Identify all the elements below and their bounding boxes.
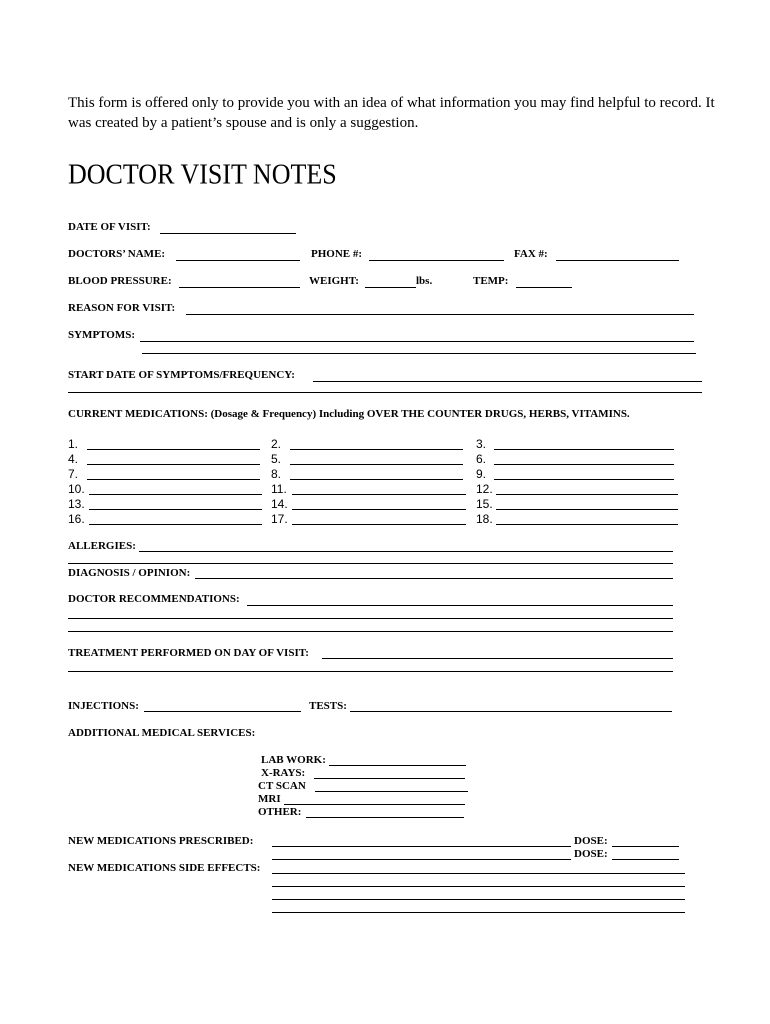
med-number: 6.	[476, 452, 487, 466]
med-field-9[interactable]	[494, 479, 674, 480]
med-field-5[interactable]	[290, 464, 463, 465]
med-field-8[interactable]	[290, 479, 463, 480]
med-number: 14.	[271, 497, 288, 511]
start-date-label: START DATE OF SYMPTOMS/FREQUENCY:	[68, 369, 295, 381]
med-number: 13.	[68, 497, 85, 511]
x-rays-label: X-RAYS:	[261, 767, 306, 779]
med-field-6[interactable]	[494, 464, 674, 465]
dose-field-2[interactable]	[612, 859, 679, 860]
ct-scan-label: CT SCAN	[258, 780, 306, 792]
lab-work-label: LAB WORK:	[261, 754, 326, 766]
allergies-label: ALLERGIES:	[68, 540, 136, 552]
blood-pressure-label: BLOOD PRESSURE:	[68, 275, 172, 287]
phone-label: PHONE #:	[311, 248, 363, 260]
new-medication-field-2[interactable]	[272, 859, 571, 860]
symptoms-field-line-1[interactable]	[140, 341, 694, 342]
med-field-7[interactable]	[87, 479, 260, 480]
temp-label: TEMP:	[473, 275, 509, 287]
start-date-field-line-1[interactable]	[313, 381, 702, 382]
med-field-1[interactable]	[87, 449, 260, 450]
med-number: 12.	[476, 482, 493, 496]
date-of-visit-field[interactable]	[160, 233, 296, 234]
current-medications-label: CURRENT MEDICATIONS: (Dosage & Frequency) Including OVER THE COUNTER DRUGS, HERBS, VITAMINS.	[68, 408, 630, 420]
med-field-16[interactable]	[89, 524, 262, 525]
new-medication-field-1[interactable]	[272, 846, 571, 847]
med-field-15[interactable]	[496, 509, 678, 510]
doctor-recommendations-field-line-2[interactable]	[68, 618, 673, 619]
med-field-17[interactable]	[292, 524, 466, 525]
med-number: 7.	[68, 467, 79, 481]
med-number: 1.	[68, 437, 79, 451]
new-medications-prescribed-label: NEW MEDICATIONS PRESCRIBED:	[68, 835, 254, 847]
med-field-4[interactable]	[87, 464, 260, 465]
tests-field[interactable]	[350, 711, 672, 712]
med-number: 15.	[476, 497, 493, 511]
side-effects-field-line-3[interactable]	[272, 899, 685, 900]
diagnosis-field[interactable]	[195, 578, 673, 579]
weight-label: WEIGHT:	[309, 275, 359, 287]
treatment-performed-field-line-1[interactable]	[322, 658, 673, 659]
diagnosis-label: DIAGNOSIS / OPINION:	[68, 567, 191, 579]
med-field-11[interactable]	[292, 494, 466, 495]
temp-field[interactable]	[516, 287, 572, 288]
med-field-3[interactable]	[494, 449, 674, 450]
med-number: 4.	[68, 452, 79, 466]
reason-for-visit-field[interactable]	[186, 314, 694, 315]
doctors-name-label: DOCTORS’ NAME:	[68, 248, 166, 260]
doctors-name-field[interactable]	[176, 260, 300, 261]
x-rays-field[interactable]	[314, 778, 465, 779]
doctor-recommendations-label: DOCTOR RECOMMENDATIONS:	[68, 593, 240, 605]
med-field-13[interactable]	[89, 509, 262, 510]
injections-field[interactable]	[144, 711, 301, 712]
intro-text: This form is offered only to provide you with an idea of what information you may find helpful to record. It was created by a patient’s spouse and is only a suggestion.	[68, 95, 715, 131]
start-date-field-line-2[interactable]	[68, 392, 702, 393]
side-effects-field-line-2[interactable]	[272, 886, 685, 887]
med-field-12[interactable]	[496, 494, 678, 495]
weight-unit: lbs.	[416, 275, 433, 287]
side-effects-field-line-4[interactable]	[272, 912, 685, 913]
med-field-18[interactable]	[496, 524, 678, 525]
med-field-10[interactable]	[89, 494, 262, 495]
dose-label-1: DOSE:	[574, 835, 608, 847]
reason-for-visit-label: REASON FOR VISIT:	[68, 302, 176, 314]
fax-field[interactable]	[556, 260, 679, 261]
dose-field-1[interactable]	[612, 846, 679, 847]
symptoms-label: SYMPTOMS:	[68, 329, 136, 341]
symptoms-field-line-2[interactable]	[142, 353, 696, 354]
side-effects-field-line-1[interactable]	[272, 873, 685, 874]
med-number: 17.	[271, 512, 288, 526]
doctor-recommendations-field-line-1[interactable]	[247, 605, 673, 606]
med-number: 10.	[68, 482, 85, 496]
dose-label-2: DOSE:	[574, 848, 608, 860]
med-field-14[interactable]	[292, 509, 466, 510]
other-field[interactable]	[306, 817, 464, 818]
med-number: 11.	[271, 482, 287, 496]
allergies-field-line-2[interactable]	[68, 563, 673, 564]
side-effects-label: NEW MEDICATIONS SIDE EFFECTS:	[68, 862, 261, 874]
fax-label: FAX #:	[514, 248, 548, 260]
weight-field[interactable]	[365, 287, 416, 288]
doctor-recommendations-field-line-3[interactable]	[68, 631, 673, 632]
allergies-field-line-1[interactable]	[139, 551, 673, 552]
date-of-visit-label: DATE OF VISIT:	[68, 221, 151, 233]
page-title: DOCTOR VISIT NOTES	[68, 158, 337, 191]
med-number: 2.	[271, 437, 282, 451]
tests-label: TESTS:	[309, 700, 347, 712]
treatment-performed-field-line-2[interactable]	[68, 671, 673, 672]
med-number: 5.	[271, 452, 282, 466]
med-number: 16.	[68, 512, 85, 526]
phone-field[interactable]	[369, 260, 504, 261]
med-number: 9.	[476, 467, 487, 481]
blood-pressure-field[interactable]	[179, 287, 300, 288]
lab-work-field[interactable]	[329, 765, 466, 766]
med-number: 3.	[476, 437, 487, 451]
ct-scan-field[interactable]	[315, 791, 468, 792]
mri-field[interactable]	[284, 804, 465, 805]
med-number: 18.	[476, 512, 493, 526]
additional-services-label: ADDITIONAL MEDICAL SERVICES:	[68, 727, 256, 739]
treatment-performed-label: TREATMENT PERFORMED ON DAY OF VISIT:	[68, 647, 309, 659]
mri-label: MRI	[258, 793, 281, 805]
med-field-2[interactable]	[290, 449, 463, 450]
other-label: OTHER:	[258, 806, 302, 818]
injections-label: INJECTIONS:	[68, 700, 139, 712]
med-number: 8.	[271, 467, 282, 481]
